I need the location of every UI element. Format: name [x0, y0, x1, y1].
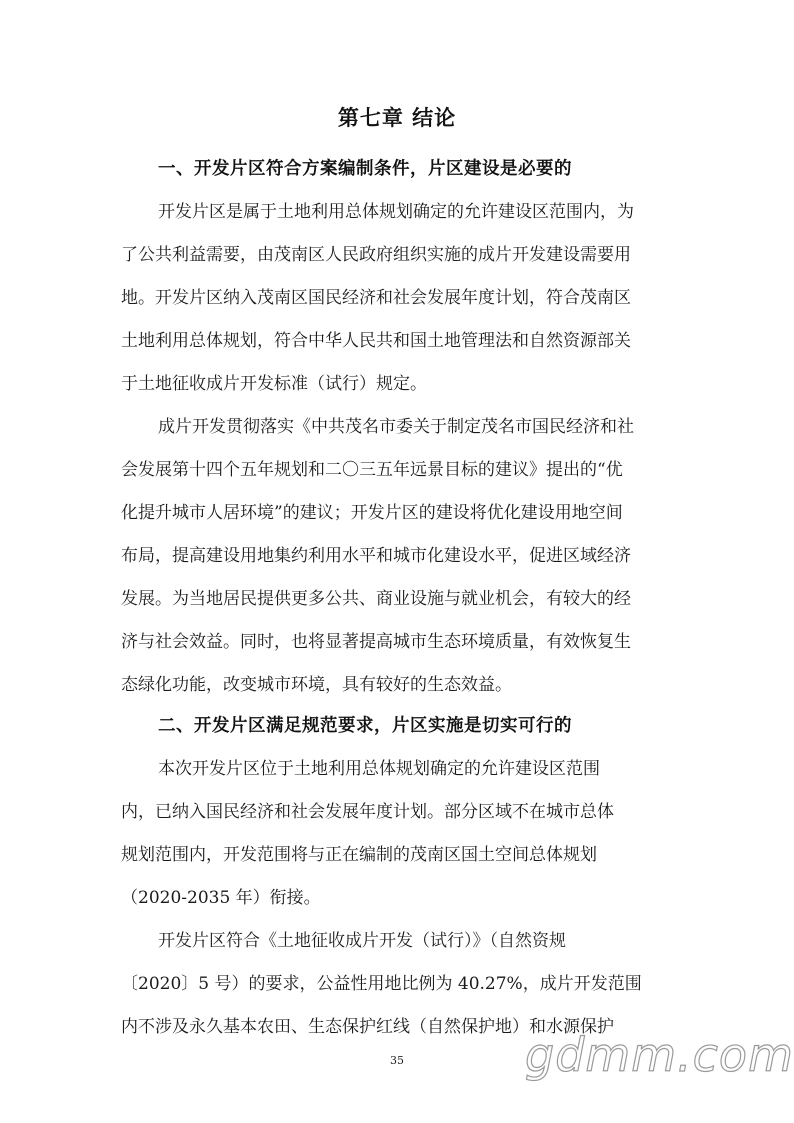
body-line: 开发片区符合《土地征收成片开发（试行）》（自然资规 [158, 931, 566, 951]
body-line: （2020-2035 年）衔接。 [121, 888, 321, 908]
body-line: 发展。为当地居民提供更多公共、商业设施与就业机会，有较大的经 [121, 589, 631, 609]
body-line: 〔2020〕5 号）的要求，公益性用地比例为 40.27%，成片开发范围 [121, 974, 642, 994]
body-line: 内不涉及永久基本农田、生态保护红线（自然保护地）和水源保护 [121, 1017, 614, 1037]
body-line: 济与社会效益。同时，也将显著提高城市生态环境质量，有效恢复生 [121, 632, 631, 652]
body-line: 地。开发片区纳入茂南区国民经济和社会发展年度计划，符合茂南区 [121, 288, 631, 308]
body-line: 布局，提高建设用地集约利用水平和城市化建设水平，促进区域经济 [121, 546, 631, 566]
body-line: 于土地征收成片开发标准（试行）规定。 [121, 374, 427, 394]
body-line: 会发展第十四个五年规划和二〇三五年远景目标的建议》提出的“优 [121, 460, 623, 480]
page-number: 35 [390, 1054, 404, 1067]
body-line: 化提升城市人居环境”的建议；开发片区的建设将优化建设用地空间 [121, 503, 623, 523]
body-line: 规划范围内，开发范围将与正在编制的茂南区国土空间总体规划 [121, 845, 597, 865]
body-line: 开发片区是属于土地利用总体规划确定的允许建设区范围内，为 [158, 202, 634, 222]
watermark-logo: gdmm.com [525, 1028, 794, 1082]
body-line: 内，已纳入国民经济和社会发展年度计划。部分区域不在城市总体 [121, 802, 614, 822]
chapter-title: 第七章 结论 [337, 106, 457, 130]
section-heading-2: 二、开发片区满足规范要求，片区实施是切实可行的 [158, 716, 572, 736]
section-heading-1: 一、开发片区符合方案编制条件，片区建设是必要的 [158, 159, 572, 179]
body-line: 态绿化功能，改变城市环境，具有较好的生态效益。 [121, 675, 512, 695]
body-line: 了公共利益需要，由茂南区人民政府组织实施的成片开发建设需要用 [121, 245, 631, 265]
body-line: 成片开发贯彻落实《中共茂名市委关于制定茂名市国民经济和社 [158, 417, 634, 437]
body-line: 本次开发片区位于土地利用总体规划确定的允许建设区范围 [158, 759, 600, 779]
body-line: 土地利用总体规划，符合中华人民共和国土地管理法和自然资源部关 [121, 331, 631, 351]
